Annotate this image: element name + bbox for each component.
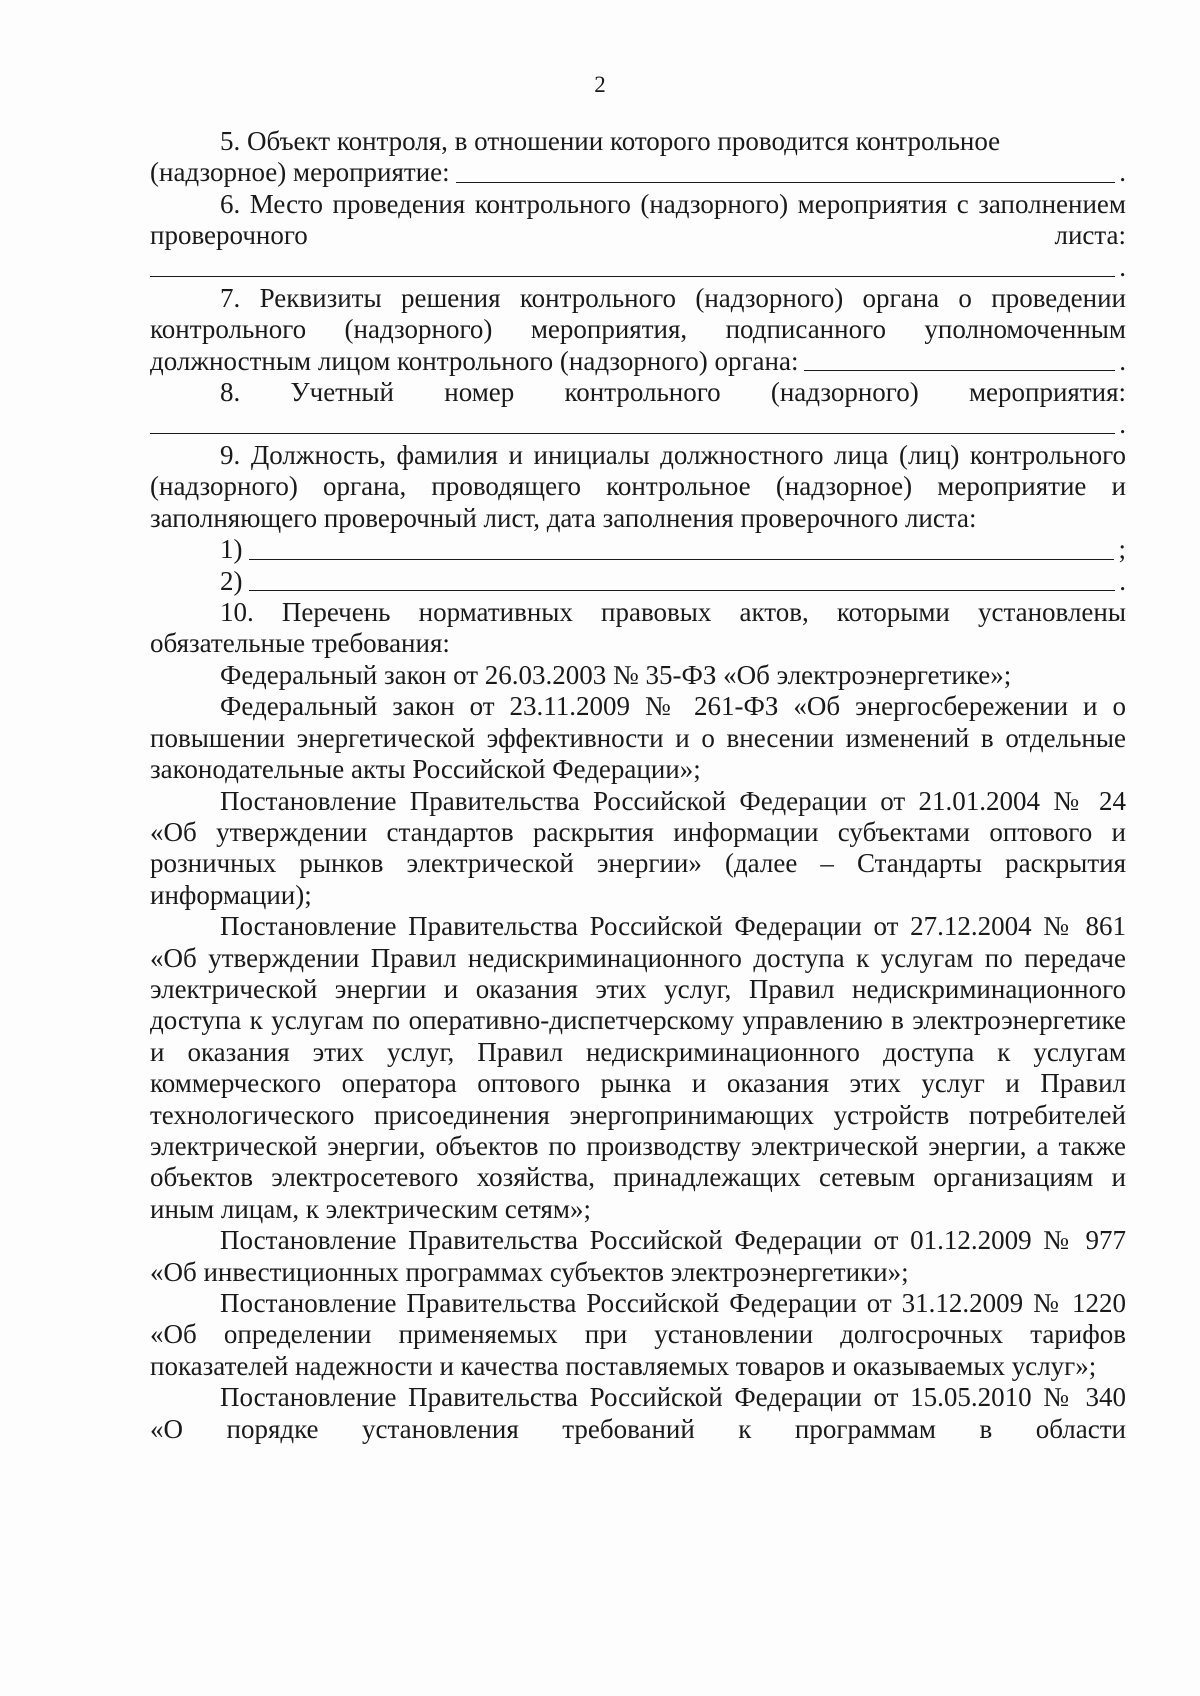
item-9-text: 9. Должность, фамилия и инициалы должностного лица (лиц) контрольного (надзорного) органа, проводящего контрольное (надзорное) мероприятие и заполняющего проверочный лист, дата заполнения проверочного листа: bbox=[150, 440, 1126, 533]
item-5-end: . bbox=[1119, 157, 1126, 188]
item-10 bbox=[150, 597, 1126, 1445]
item-6 bbox=[150, 189, 1126, 283]
item-10-text: 10. Перечень нормативных правовых актов, которыми установлены обязательные требования: bbox=[150, 597, 1126, 659]
item-6-text: 6. Место проведения контрольного (надзорного) мероприятия с заполнением проверочного листа: bbox=[150, 188, 1126, 251]
item-7-blank-line[interactable] bbox=[804, 370, 1115, 371]
act-4: Постановление Правительства Российской Федерации от 27.12.2004 № 861 «Об утверждении Правил недискриминационного доступа к услугам по передаче электрической энергии и оказания этих услуг, Правил недискриминационного доступа к услугам по оперативно-диспетчерскому управлению в электроэнергетике и оказания этих услуг, Правил недискриминационного доступа к услугам коммерческого оператора оптового рынка и оказания этих услуг и Правил технологического присоединения энергопринимающих устройств потребителей электрической энергии, объектов по производству электрической энергии, а также объектов электросетевого хозяйства, принадлежащих сетевым организациям и иным лицам, к электрическим сетям»; bbox=[150, 911, 1126, 1224]
item-7-label: должностным лицом контрольного (надзорного) органа: bbox=[150, 345, 799, 376]
item-8-end: . bbox=[1119, 408, 1126, 439]
item-9-line-2-end: . bbox=[1119, 565, 1126, 596]
item-5-line-1: 5. Объект контроля, в отношении которого проводится контрольное bbox=[220, 126, 1001, 156]
item-7-end: . bbox=[1119, 345, 1126, 376]
item-6-end: . bbox=[1119, 251, 1126, 282]
item-9-blank-line-2[interactable] bbox=[249, 590, 1116, 591]
act-1: Федеральный закон от 26.03.2003 № 35-ФЗ «Об электроэнергетике»; bbox=[220, 659, 1012, 690]
item-5-line-2 bbox=[150, 157, 1126, 188]
item-6-line bbox=[150, 252, 1126, 283]
item-9-line-2-label: 2) bbox=[220, 565, 243, 596]
item-9-line-1-label: 1) bbox=[220, 534, 243, 565]
item-8 bbox=[150, 377, 1126, 440]
item-7-last-line bbox=[150, 346, 1126, 377]
item-6-blank-line[interactable] bbox=[150, 276, 1115, 277]
item-9-line-1-end: ; bbox=[1118, 534, 1126, 565]
item-9-blank-line-1[interactable] bbox=[249, 559, 1115, 560]
item-8-text: 8. Учетный номер контрольного (надзорного) мероприятия: bbox=[220, 377, 1126, 408]
act-2: Федеральный закон от 23.11.2009 № 261-ФЗ «Об энергосбережении и о повышении энергетической эффективности и о внесении изменений в отдельные законодательные акты Российской Федерации»; bbox=[150, 691, 1126, 785]
item-9 bbox=[150, 440, 1126, 597]
item-5-label: (надзорное) мероприятие: bbox=[150, 157, 450, 188]
item-7-text: 7. Реквизиты решения контрольного (надзорного) органа о проведении контрольного (надзорного) мероприятия, подписанного уполномоченным bbox=[150, 283, 1126, 345]
item-9-line-2 bbox=[150, 566, 1126, 597]
item-5-blank-line[interactable] bbox=[456, 182, 1116, 183]
act-7: Постановление Правительства Российской Федерации от 15.05.2010 № 340 «О порядке установления требований к программам в области bbox=[150, 1382, 1126, 1444]
act-3: Постановление Правительства Российской Федерации от 21.01.2004 № 24 «Об утверждении стандартов раскрытия информации субъектами оптового и розничных рынков электрической энергии» (далее – Стандарты раскрытия информации); bbox=[150, 785, 1126, 910]
document-body bbox=[150, 126, 1126, 1445]
item-5 bbox=[150, 126, 1126, 189]
item-8-line bbox=[150, 409, 1126, 440]
page-number: 2 bbox=[594, 72, 606, 97]
act-6: Постановление Правительства Российской Федерации от 31.12.2009 № 1220 «Об определении применяемых при установлении долгосрочных тарифов показателей надежности и качества поставляемых товаров и оказываемых услуг»; bbox=[150, 1288, 1126, 1381]
item-9-line-1 bbox=[150, 534, 1126, 565]
act-5: Постановление Правительства Российской Федерации от 01.12.2009 № 977 «Об инвестиционных программах субъектов электроэнергетики»; bbox=[150, 1225, 1126, 1287]
item-7 bbox=[150, 283, 1126, 377]
item-8-blank-line[interactable] bbox=[150, 433, 1115, 434]
